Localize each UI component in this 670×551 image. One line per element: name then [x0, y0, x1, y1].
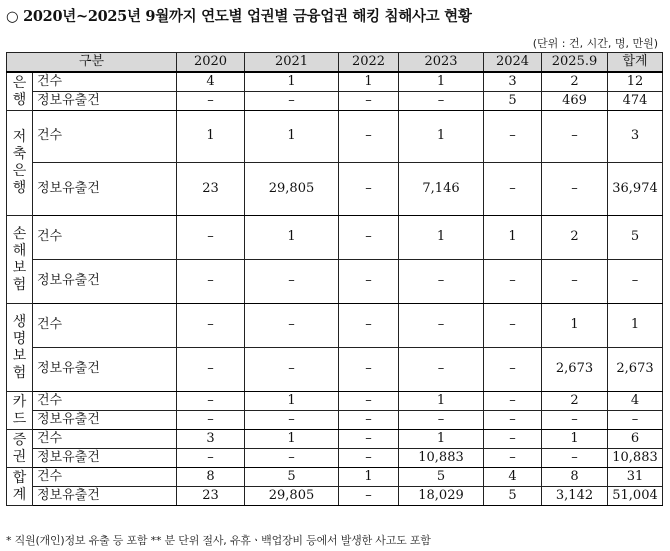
value-cell: 2,673 [542, 347, 608, 391]
value-cell: – [484, 429, 542, 448]
value-cell: – [542, 448, 608, 467]
row-label: 정보유출건 [33, 486, 177, 505]
value-cell: – [245, 410, 339, 429]
category-label: 손 해 보 험 [7, 215, 33, 303]
table-row [7, 486, 663, 505]
value-cell: 1 [399, 110, 484, 162]
table-row [7, 429, 663, 448]
table-row [7, 303, 663, 347]
value-cell: – [339, 486, 399, 505]
value-cell: 1 [542, 429, 608, 448]
value-cell: 5 [245, 467, 339, 486]
row-label: 건수 [33, 391, 177, 410]
category-label: 저 축 은 행 [7, 110, 33, 215]
row-label: 건수 [33, 72, 177, 91]
total-cell: 4 [608, 391, 663, 410]
table-row [7, 448, 663, 467]
value-cell: – [542, 162, 608, 215]
total-cell: – [608, 259, 663, 303]
value-cell: – [339, 448, 399, 467]
category-label: 생 명 보 험 [7, 303, 33, 391]
value-cell: 2 [542, 215, 608, 259]
value-cell: – [245, 347, 339, 391]
header-year: 2020 [177, 53, 245, 73]
table-row [7, 72, 663, 91]
value-cell: 1 [245, 110, 339, 162]
value-cell: – [339, 429, 399, 448]
header-year: 2021 [245, 53, 339, 73]
value-cell: – [177, 215, 245, 259]
total-cell: 474 [608, 91, 663, 110]
row-label: 정보유출건 [33, 410, 177, 429]
value-cell: 29,805 [245, 162, 339, 215]
total-cell: 31 [608, 467, 663, 486]
table-row [7, 410, 663, 429]
value-cell: – [484, 303, 542, 347]
incident-table [6, 52, 663, 506]
value-cell: 5 [484, 91, 542, 110]
table-row [7, 347, 663, 391]
table-row [7, 467, 663, 486]
value-cell: – [339, 215, 399, 259]
value-cell: – [339, 303, 399, 347]
total-cell: 1 [608, 303, 663, 347]
value-cell: – [399, 410, 484, 429]
value-cell: – [177, 91, 245, 110]
value-cell: 1 [245, 429, 339, 448]
value-cell: – [339, 162, 399, 215]
value-cell: – [245, 91, 339, 110]
row-label: 건수 [33, 429, 177, 448]
row-label: 정보유출건 [33, 91, 177, 110]
value-cell: 23 [177, 486, 245, 505]
header-row [7, 53, 663, 73]
header-year: 2025.9 [542, 53, 608, 73]
total-cell: 2,673 [608, 347, 663, 391]
value-cell: – [542, 110, 608, 162]
value-cell: 1 [399, 215, 484, 259]
value-cell: 8 [542, 467, 608, 486]
value-cell: – [177, 410, 245, 429]
value-cell: 1 [177, 110, 245, 162]
value-cell: – [484, 347, 542, 391]
table-row [7, 91, 663, 110]
value-cell: – [399, 91, 484, 110]
value-cell: – [484, 410, 542, 429]
value-cell: – [542, 259, 608, 303]
total-cell: – [608, 410, 663, 429]
value-cell: 5 [484, 486, 542, 505]
value-cell: – [339, 391, 399, 410]
value-cell: 3 [177, 429, 245, 448]
total-cell: 6 [608, 429, 663, 448]
category-label: 증 권 [7, 429, 33, 467]
value-cell: 1 [399, 429, 484, 448]
value-cell: 29,805 [245, 486, 339, 505]
row-label: 정보유출건 [33, 162, 177, 215]
value-cell: 1 [399, 391, 484, 410]
total-cell: 5 [608, 215, 663, 259]
value-cell: 2 [542, 391, 608, 410]
row-label: 건수 [33, 303, 177, 347]
table-row [7, 391, 663, 410]
value-cell: – [399, 347, 484, 391]
value-cell: – [245, 259, 339, 303]
category-label: 은 행 [7, 72, 33, 110]
table-row [7, 110, 663, 162]
table-row [7, 162, 663, 215]
value-cell: 1 [339, 72, 399, 91]
value-cell: – [399, 259, 484, 303]
value-cell: 1 [339, 467, 399, 486]
row-label: 정보유출건 [33, 347, 177, 391]
value-cell: – [177, 391, 245, 410]
row-label: 건수 [33, 110, 177, 162]
total-cell: 3 [608, 110, 663, 162]
value-cell: – [484, 162, 542, 215]
total-cell: 51,004 [608, 486, 663, 505]
row-label: 건수 [33, 467, 177, 486]
value-cell: – [339, 110, 399, 162]
table-row [7, 215, 663, 259]
total-cell: 10,883 [608, 448, 663, 467]
value-cell: 7,146 [399, 162, 484, 215]
value-cell: – [542, 410, 608, 429]
header-corner: 구분 [7, 53, 177, 73]
row-label: 정보유출건 [33, 259, 177, 303]
value-cell: 1 [245, 72, 339, 91]
value-cell: – [177, 303, 245, 347]
value-cell: 2 [542, 72, 608, 91]
value-cell: 1 [399, 72, 484, 91]
value-cell: 10,883 [399, 448, 484, 467]
value-cell: 1 [484, 215, 542, 259]
value-cell: 1 [245, 215, 339, 259]
table-row [7, 259, 663, 303]
value-cell: 469 [542, 91, 608, 110]
page-title: ○ 2020년~2025년 9월까지 연도별 업권별 금융업권 해킹 침해사고 현황 [6, 8, 472, 25]
value-cell: 3 [484, 72, 542, 91]
row-label: 건수 [33, 215, 177, 259]
value-cell: – [399, 303, 484, 347]
value-cell: – [177, 448, 245, 467]
value-cell: 4 [177, 72, 245, 91]
value-cell: – [245, 448, 339, 467]
value-cell: – [484, 110, 542, 162]
total-cell: 12 [608, 72, 663, 91]
unit-note: (단위 : 건, 시간, 명, 만원) [532, 37, 658, 50]
value-cell: 1 [245, 391, 339, 410]
header-year: 2024 [484, 53, 542, 73]
header-total: 합계 [608, 53, 663, 73]
row-label: 정보유출건 [33, 448, 177, 467]
footnote: * 직원(개인)정보 유출 등 포함 ** 분 단위 절사, 유휴ㆍ백업장비 등에서 발생한 사고도 포함 [6, 534, 431, 547]
value-cell: – [484, 391, 542, 410]
value-cell: 3,142 [542, 486, 608, 505]
value-cell: – [177, 347, 245, 391]
value-cell: 8 [177, 467, 245, 486]
value-cell: – [339, 91, 399, 110]
total-cell: 36,974 [608, 162, 663, 215]
value-cell: 1 [542, 303, 608, 347]
value-cell: 5 [399, 467, 484, 486]
header-year: 2023 [399, 53, 484, 73]
category-label: 합 계 [7, 467, 33, 505]
header-year: 2022 [339, 53, 399, 73]
value-cell: – [339, 410, 399, 429]
category-label: 카 드 [7, 391, 33, 429]
value-cell: – [484, 448, 542, 467]
value-cell: – [339, 347, 399, 391]
value-cell: 4 [484, 467, 542, 486]
value-cell: – [177, 259, 245, 303]
value-cell: – [245, 303, 339, 347]
value-cell: 23 [177, 162, 245, 215]
value-cell: – [339, 259, 399, 303]
value-cell: 18,029 [399, 486, 484, 505]
value-cell: – [484, 259, 542, 303]
